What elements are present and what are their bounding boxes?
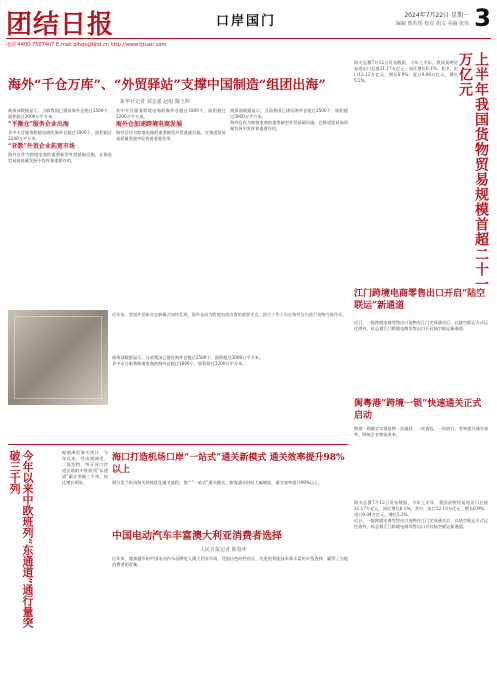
right-paragraph: 海关总署7月12日发布数据，今年上半年，我国货物贸易进出口总值21.17万亿元，同比增长6.1%。其中，出口12.13万亿元，增长6.9%；进口9.04万亿元，增长5.2%。 (354, 60, 458, 83)
lead-paragraph: 海外仓作为跨境电商的重要新型外贸基础设施，在推进贸易高质量发展中发挥着重要作用。 (116, 130, 226, 141)
lead-column-4 (112, 355, 348, 440)
page-number: 3 (474, 4, 491, 32)
editor-credits: 编辑 邢若彤 校对 胡文 美编 张伟 (396, 21, 469, 27)
lead-paragraph: 其中专注服务跨境电商的海外仓超过1800个，面积超过2200万平方米。 (8, 130, 112, 141)
right-subhead: 江门跨境电商零售出口开启“陆空联运”新通道 (354, 289, 486, 311)
right-subhead-2: 阆粤港“跨境一锁”快速通关正式启动 (354, 399, 482, 421)
bottom-main-text: 近年来，越来越多的中国电动汽车品牌进入澳大利亚市场，凭借出色的性价比、先进的智能技术和丰富的车型选择，赢得了当地消费者的青睐。 (112, 556, 348, 567)
bottom-right-text (354, 500, 488, 670)
lead-paragraph: 其中专注服务跨境电商的海外仓超过1800个，面积超过2200万平方米。 (112, 361, 247, 366)
bottom-left-text: 据满洲里海关统计，今年以来，经由满洲里、二连浩特、绥芬河口岸进出境的中欧班列“东通道”累计突破三千列，同比增长明显。 (62, 450, 108, 485)
masthead (6, 4, 491, 48)
lead-paragraph: 商务部数据显示，当前我国已建设海外仓超过2500个、面积超过3000万平方米。 (112, 355, 264, 360)
section-name: 口岸国门 (216, 14, 277, 29)
bottom-middle-text: 海口美兰机场海关持续优化通关流程，推广“一站式”通关模式，旅客通关时间大幅缩短，通关效率提升98%以上。 (112, 480, 323, 485)
lead-headline: 海外“千仓万库”、“外贸驿站”支撑中国制造“组团出海” (8, 78, 326, 93)
lead-paragraph: 商务部数据显示，当前我国已建设海外仓超过2500个、面积超过3000万平方米。 (230, 108, 348, 119)
bottom-main-headline: 中国电动汽车丰富澳大利亚消费者选择 (112, 531, 282, 542)
bottom-main-byline: 人民日报记者 陈春华 (200, 547, 247, 553)
lead-subhead: 海外仓加速跨境电商发展 (116, 121, 183, 128)
contact-bar: 电话 4400-7507407 E-mail bjhqs@bjtd.cn http://www.tjtuan.com (6, 38, 491, 48)
lead-column-1 (8, 108, 112, 306)
lead-photo (8, 310, 108, 405)
lead-paragraph: 海外仓作为跨境电商的重要新型外贸基础设施，在推进贸易高质量发展中发挥着重要作用。 (230, 120, 348, 131)
section-divider (8, 444, 348, 445)
publication-date: 2024年7月22日 星期一 (404, 12, 469, 19)
lead-paragraph: 海外仓作为跨境电商的重要新型外贸基础设施，在推进贸易高质量发展中发挥着重要作用。 (8, 152, 112, 163)
lead-column-3 (230, 108, 348, 306)
lead-subhead: “平衡仓”服务企业出海 (8, 121, 69, 128)
newspaper-logo: 团结日报 (6, 10, 115, 40)
lead-byline: 新华社记者 刘志强 赵旭 魏玉坤 (120, 99, 190, 105)
lead-paragraph: 其中专注服务跨境电商的海外仓超过1800个，面积超过2200万平方米。 (116, 108, 226, 119)
bottom-left-headline: 今年以来中欧班列“东通道”通行量突破三千列 (8, 450, 34, 628)
lead-column-2 (116, 108, 226, 306)
right-headline: 上半年我国货物贸易规模首超二十一万亿元 (457, 52, 489, 292)
bottom-middle-headline: 海口打造机场口岸“一站式”通关新模式 通关效率提升98%以上 (112, 453, 345, 475)
right-subtext-2: 跨境一锁模式实现货物一次施封、一次查验、一次放行，有效提升通关效率，降低企业物流成本。 (354, 426, 488, 437)
right-column-text (354, 60, 458, 260)
photo-caption: 近年来，我国外贸新业态新模式加快发展，海外仓成为跨境电商出海的重要支点。图为工作人员在海外仓内进行货物分拣作业。 (112, 312, 347, 317)
right-paragraph: 近日，一批跨境电商零售出口货物在江门完成通关后，以陆空联运方式运往海外，标志着江门跨境电商零售出口开启陆空联运新通道。 (354, 518, 488, 529)
right-subtext: 近日，一批跨境电商零售出口货物在江门完成通关后，以陆空联运方式运往海外，标志着江门跨境电商零售出口开启陆空联运新通道。 (354, 320, 488, 331)
lead-paragraph: 商务部数据显示，当前我国已建设海外仓超过2500个、面积超过3000万平方米。 (8, 108, 112, 119)
lead-subhead: “亚数”外贸企业拓宽市场 (8, 143, 75, 150)
right-paragraph: 海关总署7月12日发布数据，今年上半年，我国货物贸易进出口总值21.17万亿元，同比增长6.1%。其中，出口12.13万亿元，增长6.9%；进口9.04万亿元，增长5.2%。 (354, 500, 488, 517)
